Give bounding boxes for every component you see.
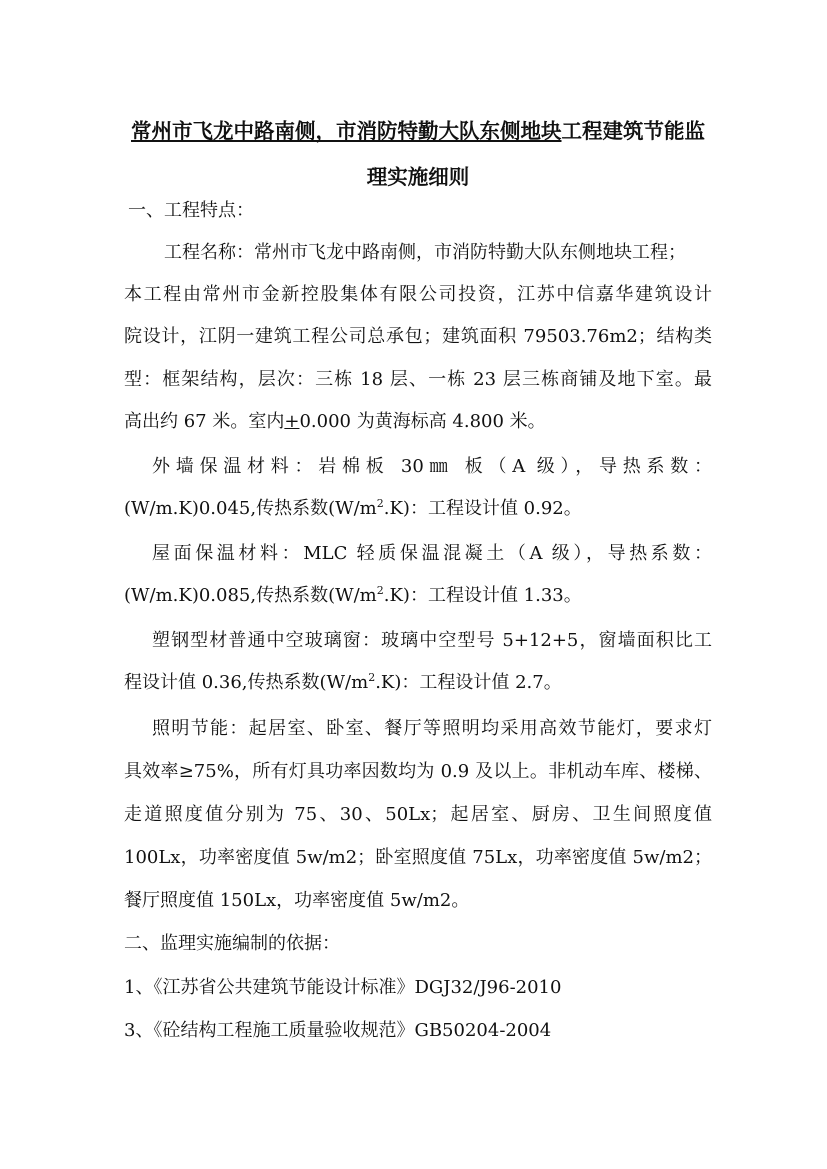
p4-line2-b: .K)：工程设计值 2.7。: [375, 672, 562, 693]
section1-heading: 一、工程特点：: [128, 200, 254, 221]
title-line2: 理实施细则: [366, 165, 470, 189]
p1-line5-a: 高出约 67 米。室内: [124, 411, 285, 432]
p1-line3: 院设计，江阴一建筑工程公司总承包；建筑面积 79503.76m2；结构类: [124, 326, 712, 347]
p1-line5: [124, 409, 712, 435]
title-part2: 工程建筑节能监: [561, 119, 705, 143]
p2-line2-a: (W/m.K)0.045,传热系数(W/m: [124, 498, 377, 519]
p1-line4: 型：框架结构，层次：三栋 18 层、一栋 23 层三栋商铺及地下室。最: [124, 369, 712, 390]
p4-line2-a: 程设计值 0.36,传热系数(W/m: [124, 672, 369, 693]
section2-heading: 二、监理实施编制的依据：: [124, 933, 340, 954]
p1-line2: 本工程由常州市金新控股集体有限公司投资，江苏中信嘉华建筑设计: [124, 284, 712, 305]
p3-line2: [124, 583, 712, 609]
reference-1: 1、《江苏省公共建筑节能设计标准》DGJ32/J96-2010: [124, 977, 562, 998]
p4-superscript: 2: [368, 671, 376, 684]
p1-line1: 工程名称：常州市飞龙中路南侧，市消防特勤大队东侧地块工程；: [164, 242, 686, 263]
p2-line2-b: .K)：工程设计值 0.92。: [383, 498, 582, 519]
document-title: [118, 108, 718, 200]
p5-line1: 照明节能：起居室、卧室、餐厅等照明均采用高效节能灯，要求灯: [152, 718, 712, 739]
p2-line2: [124, 496, 712, 522]
p5-line4: 100Lx，功率密度值 5w/m2；卧室照度值 75Lx，功率密度值 5w/m2；: [124, 847, 712, 868]
p3-line2-b: .K)：工程设计值 1.33。: [383, 585, 582, 606]
p2-line1: 外墙保温材料：岩棉板 30㎜ 板（A 级），导热系数：: [152, 456, 712, 477]
p4-line2: [124, 670, 712, 696]
p5-line5: 餐厅照度值 150Lx，功率密度值 5w/m2。: [124, 890, 470, 911]
p4-line1: 塑钢型材普通中空玻璃窗：玻璃中空型号 5+12+5，窗墙面积比工: [152, 630, 712, 651]
p3-line1: 屋面保温材料：MLC 轻质保温混凝土（A 级），导热系数：: [152, 543, 712, 564]
p2-superscript: 2: [376, 497, 384, 510]
p5-line2: 具效率≥75%，所有灯具功率因数均为 0.9 及以上。非机动车库、楼梯、: [124, 761, 712, 782]
plus-minus-sign: +: [284, 411, 300, 432]
title-underlined-part: 常州市飞龙中路南侧，市消防特勤大队东侧地块: [131, 119, 562, 143]
p1-line5-b: 0.000 为黄海标高 4.800 米。: [299, 411, 546, 432]
p5-line3: 走道照度值分别为 75、30、50Lx；起居室、厨房、卫生间照度值: [124, 804, 712, 825]
reference-3: 3、《砼结构工程施工质量验收规范》GB50204-2004: [124, 1020, 552, 1041]
p3-superscript: 2: [376, 584, 384, 597]
p3-line2-a: (W/m.K)0.085,传热系数(W/m: [124, 585, 377, 606]
